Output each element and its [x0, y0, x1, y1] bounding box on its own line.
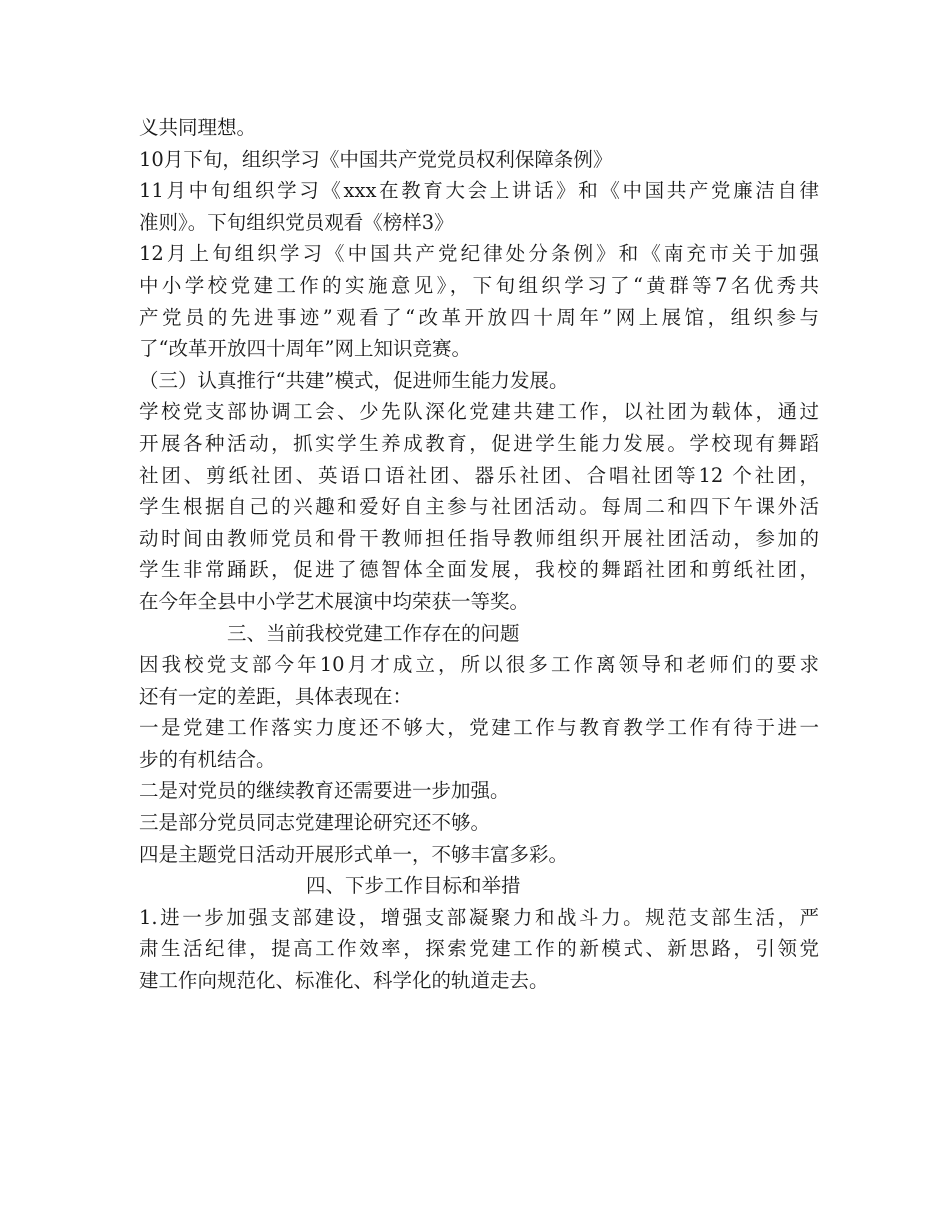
paragraph-line: 动时间由教师党员和骨干教师担任指导教师组织开展社团活动，参加的 — [139, 526, 819, 550]
paragraph-line: 学生根据自己的兴趣和爱好自主参与社团活动。每周二和四下午课外活 — [139, 495, 819, 519]
paragraph-line: 学校党支部协调工会、少先队深化党建共建工作，以社团为载体，通过 — [139, 400, 819, 424]
paragraph-line: 社团、剪纸社团、英语口语社团、器乐社团、合唱社团等12 个社团， — [139, 463, 819, 487]
paragraph-line: 准则》。下旬组织党员观看《榜样3》 — [139, 210, 454, 234]
section-heading-3: 三、当前我校党建工作存在的问题 — [227, 621, 520, 645]
paragraph-line: 还有一定的差距，具体表现在： — [139, 684, 413, 708]
paragraph-line: 产党员的先进事迹”观看了“改革开放四十周年”网上展馆，组织参与 — [139, 305, 819, 329]
paragraph-line: 开展各种活动，抓实学生养成教育，促进学生能力发展。学校现有舞蹈 — [139, 431, 819, 455]
paragraph-line: 步的有机结合。 — [139, 747, 276, 771]
subsection-heading: （三）认真推行“共建”模式，促进师生能力发展。 — [139, 368, 569, 392]
paragraph-line: 四是主题党日活动开展形式单一，不够丰富多彩。 — [139, 842, 569, 866]
paragraph-line: 10月下旬，组织学习《中国共产党党员权利保障条例》 — [139, 147, 613, 171]
section-heading-4: 四、下步工作目标和举措 — [306, 874, 521, 898]
paragraph-line: 因我校党支部今年10月才成立，所以很多工作离领导和老师们的要求 — [139, 653, 819, 677]
paragraph-line: 一是党建工作落实力度还不够大，党建工作与教育教学工作有待于进一 — [139, 716, 819, 740]
paragraph-line: 12月上旬组织学习《中国共产党纪律处分条例》和《南充市关于加强 — [139, 242, 819, 266]
paragraph-line: 三是部分党员同志党建理论研究还不够。 — [139, 811, 491, 835]
paragraph-line: 11月中旬组织学习《xxx在教育大会上讲话》和《中国共产党廉洁自律 — [139, 179, 819, 203]
paragraph-line: 建工作向规范化、标准化、科学化的轨道走去。 — [139, 969, 549, 993]
paragraph-line: 肃生活纪律，提高工作效率，探索党建工作的新模式、新思路，引领党 — [139, 937, 819, 961]
paragraph-line: 1.进一步加强支部建设，增强支部凝聚力和战斗力。规范支部生活，严 — [139, 905, 819, 929]
paragraph-line: 中小学校党建工作的实施意见》，下旬组织学习了“黄群等7名优秀共 — [139, 273, 819, 297]
paragraph-line: 了“改革开放四十周年”网上知识竞赛。 — [139, 337, 471, 361]
paragraph-line: 义共同理想。 — [139, 116, 257, 139]
paragraph-line: 二是对党员的继续教育还需要进一步加强。 — [139, 779, 510, 803]
document-body — [139, 112, 819, 997]
paragraph-line: 学生非常踊跃，促进了德智体全面发展，我校的舞蹈社团和剪纸社团， — [139, 558, 819, 582]
paragraph-line: 在今年全县中小学艺术展演中均荣获一等奖。 — [139, 589, 530, 613]
